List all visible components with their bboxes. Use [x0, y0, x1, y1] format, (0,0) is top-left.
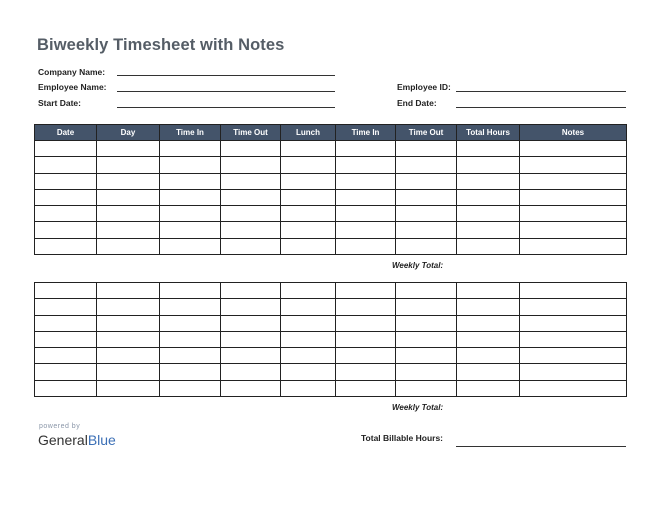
table-cell[interactable]	[221, 348, 281, 364]
table-cell[interactable]	[336, 222, 396, 238]
table-cell[interactable]	[457, 141, 520, 157]
table-cell[interactable]	[221, 238, 281, 254]
table-row	[35, 364, 627, 380]
table-cell[interactable]	[457, 331, 520, 347]
table-cell[interactable]	[97, 331, 160, 347]
table-cell[interactable]	[160, 238, 221, 254]
table-cell[interactable]	[97, 238, 160, 254]
table-row	[35, 331, 627, 347]
table-cell[interactable]	[35, 141, 97, 157]
total-billable-hours-field[interactable]	[456, 446, 626, 447]
brand-general: General	[38, 432, 88, 448]
total-billable-hours-label: Total Billable Hours:	[361, 433, 444, 443]
employee-name-field[interactable]	[117, 91, 335, 92]
table-cell[interactable]	[160, 315, 221, 331]
table-cell[interactable]	[97, 173, 160, 189]
table-cell[interactable]	[221, 299, 281, 315]
table-cell[interactable]	[281, 222, 336, 238]
table-cell[interactable]	[97, 348, 160, 364]
table-row	[35, 222, 627, 238]
table-cell[interactable]	[457, 206, 520, 222]
table-cell[interactable]	[35, 364, 97, 380]
table-cell[interactable]	[281, 189, 336, 205]
table-cell[interactable]	[520, 348, 627, 364]
table-cell[interactable]	[97, 141, 160, 157]
column-header: Time Out	[221, 125, 281, 141]
table-cell[interactable]	[457, 173, 520, 189]
table-cell[interactable]	[396, 380, 457, 396]
table-cell[interactable]	[396, 157, 457, 173]
table-cell[interactable]	[520, 299, 627, 315]
table-cell[interactable]	[160, 189, 221, 205]
table-cell[interactable]	[35, 380, 97, 396]
table-cell[interactable]	[396, 331, 457, 347]
table-cell[interactable]	[396, 206, 457, 222]
table-cell[interactable]	[520, 173, 627, 189]
table-cell[interactable]	[336, 206, 396, 222]
table-cell[interactable]	[221, 331, 281, 347]
table-cell[interactable]	[35, 206, 97, 222]
table-cell[interactable]	[281, 315, 336, 331]
table-cell[interactable]	[97, 315, 160, 331]
column-header: Time In	[160, 125, 221, 141]
table-cell[interactable]	[457, 348, 520, 364]
column-header: Date	[35, 125, 97, 141]
table-row	[35, 189, 627, 205]
employee-id-label: Employee ID:	[397, 82, 451, 92]
table-cell[interactable]	[457, 364, 520, 380]
table-cell[interactable]	[221, 222, 281, 238]
table-cell[interactable]	[160, 299, 221, 315]
table-cell[interactable]	[336, 173, 396, 189]
table-cell[interactable]	[97, 206, 160, 222]
table-cell[interactable]	[520, 157, 627, 173]
table-cell[interactable]	[281, 283, 336, 299]
table-cell[interactable]	[396, 173, 457, 189]
table-cell[interactable]	[281, 380, 336, 396]
table-cell[interactable]	[396, 364, 457, 380]
table-cell[interactable]	[396, 222, 457, 238]
table-cell[interactable]	[160, 222, 221, 238]
table-cell[interactable]	[336, 141, 396, 157]
table-cell[interactable]	[221, 189, 281, 205]
table-cell[interactable]	[457, 283, 520, 299]
table-cell[interactable]	[281, 238, 336, 254]
table-cell[interactable]	[396, 141, 457, 157]
page-title: Biweekly Timesheet with Notes	[37, 36, 285, 54]
table-cell[interactable]	[221, 141, 281, 157]
table-cell[interactable]	[520, 380, 627, 396]
table-cell[interactable]	[160, 141, 221, 157]
table-row	[35, 141, 627, 157]
table-cell[interactable]	[160, 157, 221, 173]
table-cell[interactable]	[520, 141, 627, 157]
table-row	[35, 173, 627, 189]
table-cell[interactable]	[457, 299, 520, 315]
end-date-label: End Date:	[397, 98, 437, 108]
week1-table	[34, 124, 627, 255]
table-cell[interactable]	[457, 315, 520, 331]
table-cell[interactable]	[160, 380, 221, 396]
table-cell[interactable]	[520, 283, 627, 299]
table-cell[interactable]	[520, 206, 627, 222]
table-row	[35, 283, 627, 299]
table-cell[interactable]	[281, 173, 336, 189]
table-cell[interactable]	[97, 157, 160, 173]
table-cell[interactable]	[281, 364, 336, 380]
table-cell[interactable]	[35, 222, 97, 238]
table-cell[interactable]	[221, 380, 281, 396]
start-date-field[interactable]	[117, 107, 335, 108]
brand-blue: Blue	[87, 432, 116, 448]
table-row	[35, 157, 627, 173]
table-cell[interactable]	[520, 238, 627, 254]
end-date-field[interactable]	[456, 107, 626, 108]
table-cell[interactable]	[221, 283, 281, 299]
table-cell[interactable]	[457, 222, 520, 238]
table-cell[interactable]	[35, 173, 97, 189]
table-cell[interactable]	[35, 283, 97, 299]
table-cell[interactable]	[336, 157, 396, 173]
table-cell[interactable]	[281, 206, 336, 222]
table-cell[interactable]	[336, 364, 396, 380]
table-cell[interactable]	[520, 364, 627, 380]
table-cell[interactable]	[160, 364, 221, 380]
table-cell[interactable]	[97, 189, 160, 205]
table-cell[interactable]	[281, 331, 336, 347]
start-date-label: Start Date:	[38, 98, 81, 108]
table-cell[interactable]	[396, 299, 457, 315]
table-cell[interactable]	[520, 315, 627, 331]
table-cell[interactable]	[396, 315, 457, 331]
brand-logo	[38, 432, 116, 448]
table-cell[interactable]	[281, 299, 336, 315]
table-cell[interactable]	[336, 299, 396, 315]
table-cell[interactable]	[457, 380, 520, 396]
table-cell[interactable]	[160, 331, 221, 347]
table-cell[interactable]	[520, 331, 627, 347]
table-cell[interactable]	[160, 173, 221, 189]
table-row	[35, 380, 627, 396]
table-cell[interactable]	[97, 380, 160, 396]
column-header: Day	[97, 125, 160, 141]
table-cell[interactable]	[35, 157, 97, 173]
powered-by-text: powered by	[39, 423, 81, 430]
table-cell[interactable]	[520, 189, 627, 205]
table-cell[interactable]	[97, 283, 160, 299]
table-row	[35, 315, 627, 331]
table-cell[interactable]	[221, 173, 281, 189]
table-cell[interactable]	[221, 157, 281, 173]
column-header: Time In	[336, 125, 396, 141]
column-header: Time Out	[396, 125, 457, 141]
table-cell[interactable]	[396, 283, 457, 299]
column-header: Total Hours	[457, 125, 520, 141]
table-cell[interactable]	[336, 283, 396, 299]
table-cell[interactable]	[336, 315, 396, 331]
table-cell[interactable]	[221, 364, 281, 380]
table-cell[interactable]	[336, 331, 396, 347]
table-cell[interactable]	[336, 189, 396, 205]
table-cell[interactable]	[35, 348, 97, 364]
table-cell[interactable]	[35, 299, 97, 315]
table-cell[interactable]	[97, 364, 160, 380]
table-cell[interactable]	[221, 315, 281, 331]
table-row	[35, 299, 627, 315]
table-cell[interactable]	[281, 141, 336, 157]
company-name-field[interactable]	[117, 75, 335, 76]
table-cell[interactable]	[396, 348, 457, 364]
table-cell[interactable]	[457, 238, 520, 254]
table-cell[interactable]	[35, 331, 97, 347]
table-cell[interactable]	[97, 299, 160, 315]
table-cell[interactable]	[35, 315, 97, 331]
table-cell[interactable]	[160, 206, 221, 222]
table-cell[interactable]	[160, 348, 221, 364]
employee-id-field[interactable]	[456, 91, 626, 92]
table-cell[interactable]	[281, 348, 336, 364]
table-cell[interactable]	[520, 222, 627, 238]
table-cell[interactable]	[35, 189, 97, 205]
table-cell[interactable]	[336, 380, 396, 396]
table-cell[interactable]	[336, 238, 396, 254]
column-header: Notes	[520, 125, 627, 141]
table-cell[interactable]	[396, 189, 457, 205]
table-cell[interactable]	[160, 283, 221, 299]
weekly-total-label: Weekly Total:	[392, 403, 444, 412]
table-cell[interactable]	[457, 157, 520, 173]
table-cell[interactable]	[336, 348, 396, 364]
table-cell[interactable]	[396, 238, 457, 254]
week2-table	[34, 282, 627, 397]
table-row	[35, 206, 627, 222]
employee-name-label: Employee Name:	[38, 82, 107, 92]
company-name-label: Company Name:	[38, 67, 106, 77]
column-header: Lunch	[281, 125, 336, 141]
table-cell[interactable]	[457, 189, 520, 205]
table-cell[interactable]	[35, 238, 97, 254]
header-row	[35, 125, 627, 141]
weekly-total-label: Weekly Total:	[392, 261, 444, 270]
table-cell[interactable]	[281, 157, 336, 173]
table-row	[35, 238, 627, 254]
table-row	[35, 348, 627, 364]
table-cell[interactable]	[221, 206, 281, 222]
table-cell[interactable]	[97, 222, 160, 238]
